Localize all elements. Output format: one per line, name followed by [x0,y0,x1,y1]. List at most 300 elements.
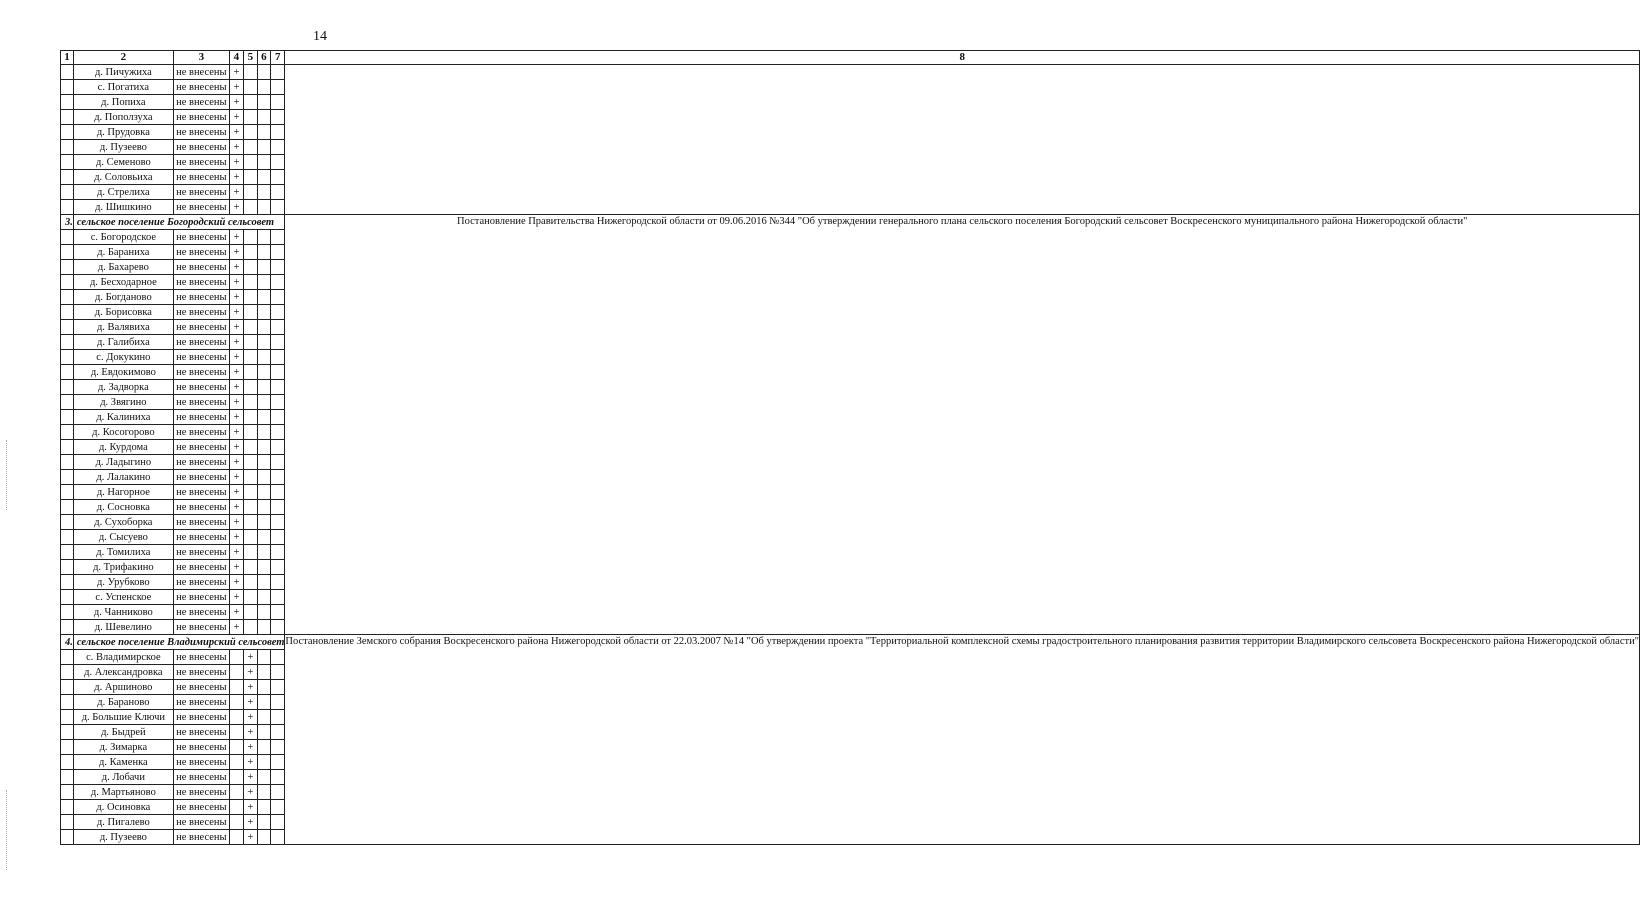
mark-cell-6 [257,500,270,515]
mark-cell-6 [257,125,270,140]
settlement-name: д. Богданово [73,290,173,305]
mark-cell-7 [271,200,285,215]
row-number-cell [61,335,74,350]
mark-cell-6 [257,650,270,665]
section-title: сельское поселение Владимирский сельсовет [73,635,285,650]
row-number-cell [61,425,74,440]
mark-cell-4: + [229,335,243,350]
mark-cell-5 [243,170,257,185]
page-number: 14 [313,29,327,44]
mark-cell-6 [257,590,270,605]
mark-cell-7 [271,155,285,170]
status-cell: не внесены [173,80,229,95]
settlement-name: д. Поползуха [73,110,173,125]
mark-cell-6 [257,320,270,335]
mark-cell-5 [243,545,257,560]
row-number-cell [61,485,74,500]
mark-cell-6 [257,440,270,455]
header-row [61,51,1640,65]
mark-cell-5 [243,95,257,110]
status-cell: не внесены [173,740,229,755]
mark-cell-6 [257,380,270,395]
document-cell [285,65,1640,215]
mark-cell-4: + [229,155,243,170]
mark-cell-4: + [229,545,243,560]
mark-cell-7 [271,170,285,185]
mark-cell-5: + [243,740,257,755]
mark-cell-4 [229,710,243,725]
mark-cell-7 [271,665,285,680]
margin-mark [6,790,8,870]
settlement-name: с. Погатиха [73,80,173,95]
mark-cell-4 [229,800,243,815]
row-number-cell [61,305,74,320]
col-header: 3 [173,51,229,65]
mark-cell-6 [257,155,270,170]
status-cell: не внесены [173,440,229,455]
mark-cell-6 [257,695,270,710]
mark-cell-5 [243,365,257,380]
settlement-name: д. Курдома [73,440,173,455]
row-number-cell [61,500,74,515]
row-number-cell [61,650,74,665]
status-cell: не внесены [173,755,229,770]
settlement-name: д. Стрелиха [73,185,173,200]
mark-cell-7 [271,695,285,710]
mark-cell-7 [271,485,285,500]
mark-cell-4: + [229,455,243,470]
mark-cell-6 [257,260,270,275]
mark-cell-4: + [229,80,243,95]
mark-cell-5: + [243,725,257,740]
row-number-cell [61,440,74,455]
mark-cell-5 [243,485,257,500]
section-title: сельское поселение Богородский сельсовет [73,215,285,230]
row-number-cell [61,170,74,185]
mark-cell-4: + [229,605,243,620]
status-cell: не внесены [173,830,229,845]
settlement-name: д. Зимарка [73,740,173,755]
status-cell: не внесены [173,230,229,245]
status-cell: не внесены [173,200,229,215]
mark-cell-6 [257,230,270,245]
settlement-name: д. Задворка [73,380,173,395]
mark-cell-7 [271,245,285,260]
mark-cell-4 [229,815,243,830]
settlement-name: д. Калиниха [73,410,173,425]
col-header: 6 [257,51,270,65]
row-number-cell [61,380,74,395]
mark-cell-5 [243,590,257,605]
status-cell: не внесены [173,500,229,515]
table-body [61,65,1640,845]
settlement-name: д. Сысуево [73,530,173,545]
mark-cell-5 [243,620,257,635]
status-cell: не внесены [173,275,229,290]
mark-cell-6 [257,545,270,560]
status-cell: не внесены [173,350,229,365]
mark-cell-4: + [229,470,243,485]
mark-cell-7 [271,395,285,410]
mark-cell-4: + [229,365,243,380]
mark-cell-4: + [229,590,243,605]
mark-cell-6 [257,470,270,485]
mark-cell-6 [257,815,270,830]
status-cell: не внесены [173,125,229,140]
row-number-cell [61,350,74,365]
mark-cell-5: + [243,830,257,845]
mark-cell-7 [271,440,285,455]
mark-cell-6 [257,365,270,380]
mark-cell-5: + [243,770,257,785]
row-number-cell [61,770,74,785]
row-number-cell [61,320,74,335]
mark-cell-4 [229,785,243,800]
row-number-cell [61,605,74,620]
settlement-name: д. Томилиха [73,545,173,560]
mark-cell-4 [229,740,243,755]
mark-cell-4: + [229,485,243,500]
mark-cell-6 [257,95,270,110]
col-header: 1 [61,51,74,65]
status-cell: не внесены [173,260,229,275]
status-cell: не внесены [173,365,229,380]
row-number-cell [61,125,74,140]
status-cell: не внесены [173,335,229,350]
row-number-cell [61,245,74,260]
status-cell: не внесены [173,305,229,320]
mark-cell-5: + [243,800,257,815]
mark-cell-4 [229,770,243,785]
mark-cell-5 [243,440,257,455]
mark-cell-6 [257,200,270,215]
mark-cell-4: + [229,305,243,320]
mark-cell-7 [271,560,285,575]
status-cell: не внесены [173,650,229,665]
status-cell: не внесены [173,770,229,785]
settlement-name: д. Мартьяново [73,785,173,800]
row-number-cell [61,455,74,470]
mark-cell-5 [243,320,257,335]
status-cell: не внесены [173,620,229,635]
mark-cell-5 [243,380,257,395]
mark-cell-5 [243,200,257,215]
mark-cell-5 [243,515,257,530]
mark-cell-4 [229,725,243,740]
settlement-name: д. Трифакино [73,560,173,575]
mark-cell-5: + [243,695,257,710]
mark-cell-5 [243,140,257,155]
mark-cell-5 [243,425,257,440]
col-header: 7 [271,51,285,65]
mark-cell-7 [271,455,285,470]
mark-cell-7 [271,575,285,590]
settlement-name: д. Соловьиха [73,170,173,185]
settlement-name: с. Успенское [73,590,173,605]
mark-cell-5: + [243,785,257,800]
mark-cell-4: + [229,575,243,590]
mark-cell-7 [271,785,285,800]
mark-cell-5 [243,65,257,80]
row-number-cell [61,155,74,170]
mark-cell-4 [229,665,243,680]
settlement-name: д. Бахарево [73,260,173,275]
mark-cell-6 [257,425,270,440]
settlement-name: д. Чанниково [73,605,173,620]
mark-cell-7 [271,140,285,155]
status-cell: не внесены [173,395,229,410]
row-number-cell [61,800,74,815]
row-number-cell [61,680,74,695]
status-cell: не внесены [173,170,229,185]
mark-cell-6 [257,485,270,500]
row-number-cell [61,110,74,125]
mark-cell-7 [271,755,285,770]
section-row [61,635,1640,650]
settlement-name: с. Богородское [73,230,173,245]
settlement-name: д. Шевелино [73,620,173,635]
mark-cell-6 [257,785,270,800]
mark-cell-6 [257,710,270,725]
mark-cell-7 [271,350,285,365]
mark-cell-6 [257,740,270,755]
row-number-cell [61,710,74,725]
mark-cell-4 [229,755,243,770]
row-number-cell [61,95,74,110]
status-cell: не внесены [173,815,229,830]
mark-cell-5: + [243,755,257,770]
col-header: 5 [243,51,257,65]
status-cell: не внесены [173,320,229,335]
status-cell: не внесены [173,290,229,305]
settlement-name: д. Галибиха [73,335,173,350]
mark-cell-5 [243,575,257,590]
mark-cell-6 [257,410,270,425]
status-cell: не внесены [173,245,229,260]
section-number: 4. [61,635,74,650]
settlement-name: д. Попиха [73,95,173,110]
settlement-name: д. Валявиха [73,320,173,335]
mark-cell-6 [257,350,270,365]
mark-cell-4: + [229,620,243,635]
settlement-name: д. Александровка [73,665,173,680]
row-number-cell [61,410,74,425]
mark-cell-4: + [229,500,243,515]
mark-cell-6 [257,800,270,815]
status-cell: не внесены [173,470,229,485]
row-number-cell [61,290,74,305]
mark-cell-6 [257,65,270,80]
settlement-name: с. Владимирское [73,650,173,665]
col-header: 2 [73,51,173,65]
mark-cell-4: + [229,125,243,140]
mark-cell-7 [271,620,285,635]
mark-cell-4: + [229,185,243,200]
row-number-cell [61,725,74,740]
mark-cell-6 [257,305,270,320]
col-header: 8 [285,51,1640,65]
mark-cell-7 [271,605,285,620]
mark-cell-6 [257,515,270,530]
status-cell: не внесены [173,455,229,470]
row-number-cell [61,200,74,215]
settlement-name: д. Пузеево [73,140,173,155]
mark-cell-7 [271,65,285,80]
mark-cell-6 [257,575,270,590]
status-cell: не внесены [173,380,229,395]
mark-cell-7 [271,365,285,380]
settlement-name: д. Пичужиха [73,65,173,80]
mark-cell-4: + [229,110,243,125]
mark-cell-6 [257,335,270,350]
mark-cell-5 [243,410,257,425]
row-number-cell [61,545,74,560]
settlement-name: д. Прудовка [73,125,173,140]
mark-cell-5 [243,455,257,470]
settlement-name: д. Нагорное [73,485,173,500]
status-cell: не внесены [173,410,229,425]
mark-cell-7 [271,125,285,140]
row-number-cell [61,365,74,380]
margin-mark [6,440,8,510]
mark-cell-4: + [229,320,243,335]
mark-cell-5 [243,350,257,365]
settlement-name: д. Ладыгино [73,455,173,470]
mark-cell-5 [243,80,257,95]
mark-cell-6 [257,140,270,155]
mark-cell-4: + [229,380,243,395]
mark-cell-7 [271,95,285,110]
resolution-document: Постановление Правительства Нижегородской области от 09.06.2016 №344 "Об утверждении генерального плана сельского поселения Богородский сельсовет Воскресенского муниципального района Нижегородской области" [285,215,1640,635]
settlement-name: д. Бесходарное [73,275,173,290]
status-cell: не внесены [173,530,229,545]
status-cell: не внесены [173,785,229,800]
status-cell: не внесены [173,140,229,155]
table-row [61,65,1640,80]
mark-cell-4 [229,695,243,710]
row-number-cell [61,590,74,605]
mark-cell-6 [257,680,270,695]
status-cell: не внесены [173,725,229,740]
row-number-cell [61,230,74,245]
settlement-name: д. Шишкино [73,200,173,215]
mark-cell-7 [271,800,285,815]
mark-cell-7 [271,320,285,335]
mark-cell-6 [257,620,270,635]
settlement-name: д. Пигалево [73,815,173,830]
mark-cell-5: + [243,665,257,680]
settlement-name: д. Сухоборка [73,515,173,530]
settlement-name: д. Быдрей [73,725,173,740]
mark-cell-5 [243,605,257,620]
settlement-name: д. Бараниха [73,245,173,260]
status-cell: не внесены [173,605,229,620]
row-number-cell [61,140,74,155]
mark-cell-5 [243,275,257,290]
mark-cell-7 [271,500,285,515]
row-number-cell [61,815,74,830]
mark-cell-4: + [229,200,243,215]
mark-cell-4: + [229,530,243,545]
row-number-cell [61,395,74,410]
status-cell: не внесены [173,575,229,590]
mark-cell-6 [257,245,270,260]
status-cell: не внесены [173,155,229,170]
mark-cell-6 [257,395,270,410]
settlement-name: д. Лобачи [73,770,173,785]
mark-cell-4: + [229,95,243,110]
mark-cell-5 [243,125,257,140]
mark-cell-6 [257,725,270,740]
mark-cell-5 [243,230,257,245]
mark-cell-7 [271,770,285,785]
mark-cell-7 [271,650,285,665]
status-cell: не внесены [173,545,229,560]
mark-cell-4: + [229,560,243,575]
mark-cell-4 [229,830,243,845]
mark-cell-4: + [229,515,243,530]
mark-cell-5 [243,500,257,515]
mark-cell-7 [271,680,285,695]
mark-cell-6 [257,185,270,200]
mark-cell-6 [257,455,270,470]
mark-cell-6 [257,275,270,290]
mark-cell-4: + [229,440,243,455]
row-number-cell [61,695,74,710]
mark-cell-6 [257,170,270,185]
mark-cell-6 [257,80,270,95]
row-number-cell [61,260,74,275]
status-cell: не внесены [173,65,229,80]
mark-cell-5 [243,260,257,275]
section-row [61,215,1640,230]
mark-cell-6 [257,530,270,545]
mark-cell-5 [243,185,257,200]
mark-cell-7 [271,815,285,830]
mark-cell-6 [257,605,270,620]
row-number-cell [61,665,74,680]
mark-cell-7 [271,305,285,320]
row-number-cell [61,740,74,755]
mark-cell-5 [243,245,257,260]
mark-cell-5 [243,110,257,125]
status-cell: не внесены [173,665,229,680]
mark-cell-4: + [229,350,243,365]
settlement-name: д. Семеново [73,155,173,170]
row-number-cell [61,515,74,530]
row-number-cell [61,65,74,80]
mark-cell-7 [271,380,285,395]
status-cell: не внесены [173,800,229,815]
mark-cell-7 [271,275,285,290]
status-cell: не внесены [173,695,229,710]
settlement-name: д. Бараново [73,695,173,710]
row-number-cell [61,470,74,485]
mark-cell-7 [271,110,285,125]
mark-cell-7 [271,545,285,560]
mark-cell-4: + [229,290,243,305]
section-number: 3. [61,215,74,230]
mark-cell-7 [271,830,285,845]
mark-cell-5: + [243,710,257,725]
mark-cell-5 [243,305,257,320]
settlement-name: д. Звягино [73,395,173,410]
settlement-name: д. Лалакино [73,470,173,485]
mark-cell-5 [243,155,257,170]
row-number-cell [61,755,74,770]
mark-cell-4 [229,680,243,695]
status-cell: не внесены [173,515,229,530]
